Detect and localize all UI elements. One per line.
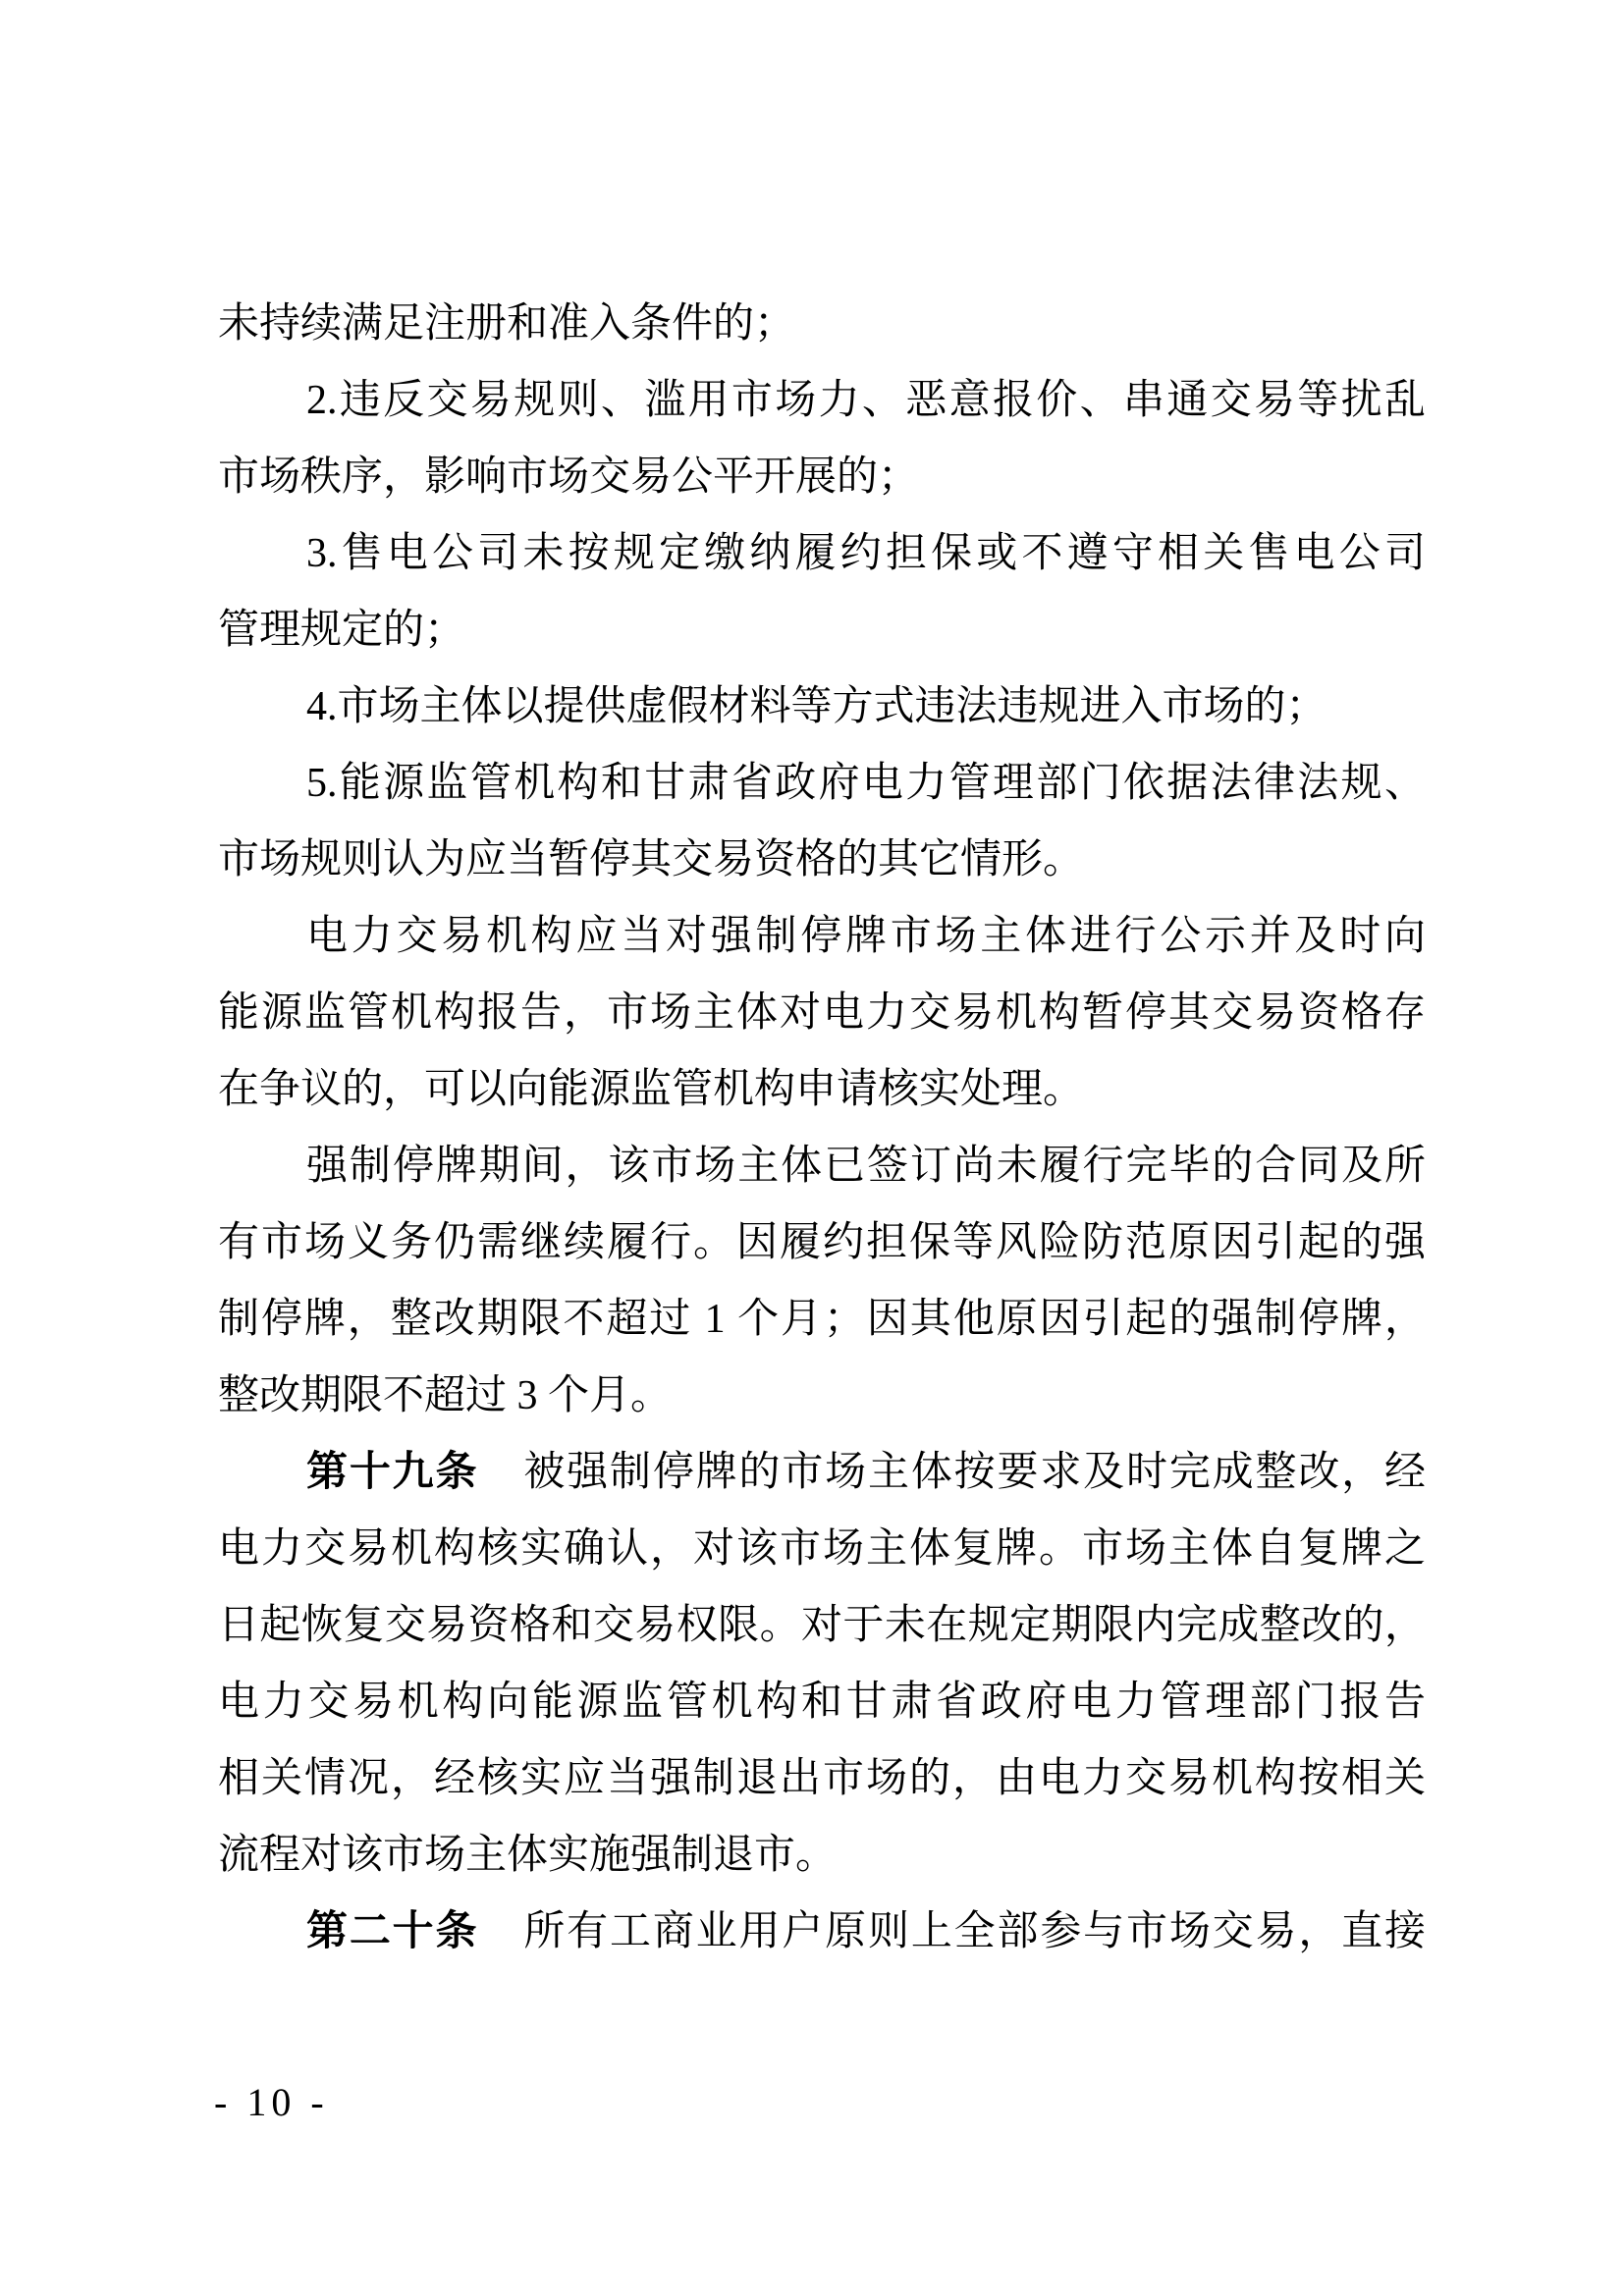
text-run: 市场秩序，影响市场交易公平开展的；	[218, 454, 920, 500]
article-heading: 第二十条	[306, 1909, 479, 1954]
text-run: 市场规则认为应当暂停其交易资格的其它情形。	[218, 837, 1085, 882]
text-run: 在争议的，可以向能源监管机构申请核实处理。	[218, 1067, 1085, 1112]
text-run: 4.市场主体以提供虚假材料等方式违法违规进入市场的；	[306, 684, 1327, 729]
text-line	[218, 592, 1426, 668]
article-heading: 第十九条	[306, 1450, 479, 1495]
text-line	[218, 668, 1426, 745]
text-run: 整改期限不超过 3 个月。	[218, 1373, 673, 1418]
text-run: 有市场义务仍需继续履行。因履约担保等风险防范原因引起的强	[218, 1220, 1426, 1265]
text-line	[218, 286, 1426, 362]
text-run: 2.违反交易规则、滥用市场力、恶意报价、串通交易等扰乱	[306, 378, 1426, 423]
text-line	[218, 439, 1426, 515]
text-run: 电力交易机构核实确认，对该市场主体复牌。市场主体自复牌之	[218, 1526, 1426, 1572]
text-line	[218, 1358, 1426, 1434]
text-line	[218, 1664, 1426, 1740]
text-line	[218, 1434, 1426, 1511]
text-run: 能源监管机构报告，市场主体对电力交易机构暂停其交易资格存	[218, 990, 1426, 1036]
text-run: 流程对该市场主体实施强制退市。	[218, 1833, 838, 1878]
text-line	[218, 1894, 1426, 1970]
text-run: 电力交易机构向能源监管机构和甘肃省政府电力管理部门报告	[218, 1680, 1426, 1725]
text-line	[218, 1587, 1426, 1664]
text-line	[218, 898, 1426, 975]
text-run: 相关情况，经核实应当强制退出市场的，由电力交易机构按相关	[218, 1756, 1426, 1801]
text-line	[218, 515, 1426, 592]
text-line	[218, 362, 1426, 439]
text-run: 管理规定的；	[218, 608, 466, 653]
text-run: 强制停牌期间，该市场主体已签订尚未履行完毕的合同及所	[306, 1144, 1426, 1189]
text-run: 未持续满足注册和准入条件的；	[218, 301, 796, 347]
text-run: 3.售电公司未按规定缴纳履约担保或不遵守相关售电公司	[306, 531, 1426, 576]
text-line	[218, 1281, 1426, 1358]
text-run: 日起恢复交易资格和交易权限。对于未在规定期限内完成整改的，	[218, 1603, 1426, 1648]
text-line	[218, 822, 1426, 898]
text-line	[218, 745, 1426, 822]
text-run: 5.能源监管机构和甘肃省政府电力管理部门依据法律法规、	[306, 761, 1426, 806]
text-line	[218, 1204, 1426, 1281]
text-run: 所有工商业用户原则上全部参与市场交易，直接	[523, 1909, 1426, 1954]
text-line	[218, 975, 1426, 1051]
text-line	[218, 1511, 1426, 1587]
page-number: - 10 -	[214, 2080, 329, 2124]
text-run: 被强制停牌的市场主体按要求及时完成整改，经	[523, 1450, 1426, 1495]
text-line	[218, 1817, 1426, 1894]
document-body	[218, 286, 1426, 1970]
text-line	[218, 1128, 1426, 1204]
text-run: 制停牌，整改期限不超过 1 个月；因其他原因引起的强制停牌，	[218, 1297, 1426, 1342]
text-line	[218, 1740, 1426, 1817]
text-run: 电力交易机构应当对强制停牌市场主体进行公示并及时向	[306, 914, 1426, 959]
text-line	[218, 1051, 1426, 1128]
